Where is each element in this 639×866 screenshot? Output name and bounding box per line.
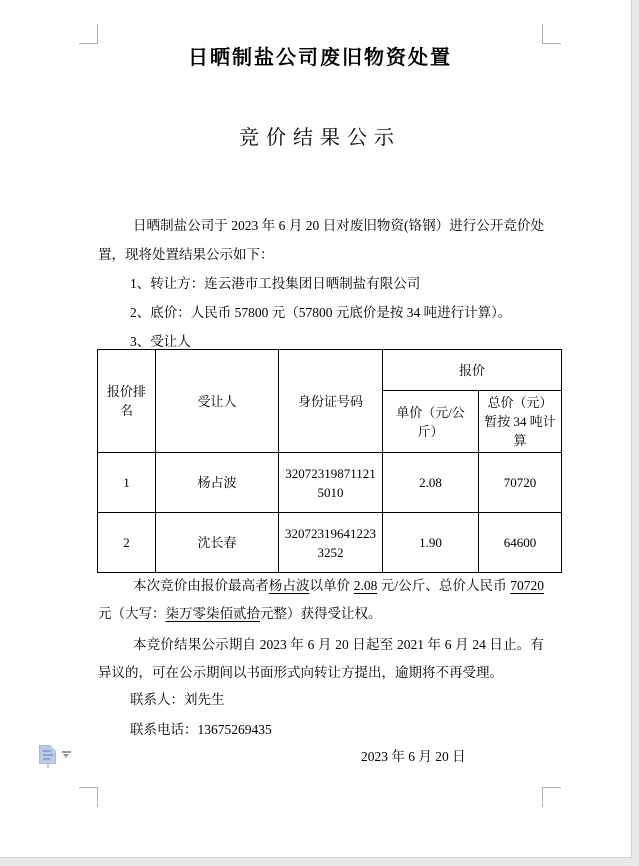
intro-paragraph: 日晒制盐公司于 2023 年 6 月 20 日对废旧物资(铬钢）进行公开竞价处置，现将处置结果公示如下： bbox=[98, 218, 544, 262]
intro-item-base-price: 2、底价：人民币 57800 元（57800 元底价是按 34 吨进行计算）。 bbox=[130, 305, 512, 320]
margin-cropmark-bottom-right bbox=[542, 787, 561, 807]
paste-options-icon bbox=[39, 745, 56, 764]
paste-options-button[interactable] bbox=[38, 744, 72, 770]
cell-id-number: 320723196412233252 bbox=[279, 513, 383, 573]
notice-paragraph: 本竞价结果公示期自 2023 年 6 月 20 日起至 2021 年 6 月 24 日止。有异议的，可在公示期间以书面形式向转让方提出，逾期将不再受理。 bbox=[98, 637, 544, 680]
cell-unit-price: 1.90 bbox=[383, 513, 479, 573]
bid-result-table bbox=[97, 349, 562, 573]
result-section bbox=[98, 572, 544, 628]
table-row bbox=[98, 453, 562, 513]
document-subtitle: 竞价结果公示 bbox=[239, 127, 401, 149]
contact-phone-line: 联系电话：13675269435 bbox=[130, 722, 272, 737]
table-row bbox=[98, 513, 562, 573]
col-header-id-number: 身份证号码 bbox=[279, 350, 383, 453]
cell-total-price: 70720 bbox=[479, 453, 562, 513]
margin-cropmark-top-left bbox=[79, 24, 98, 44]
margin-cropmark-top-right bbox=[542, 24, 561, 44]
notice-section bbox=[98, 631, 544, 687]
margin-cropmark-bottom-left bbox=[79, 787, 98, 807]
col-header-transferee: 受让人 bbox=[156, 350, 279, 453]
contact-person-line: 联系人：刘先生 bbox=[130, 692, 225, 707]
col-header-total-price: 总价（元）暂按 34 吨计算 bbox=[479, 391, 562, 453]
cell-total-price: 64600 bbox=[479, 513, 562, 573]
chevron-down-icon[interactable] bbox=[62, 751, 71, 759]
cell-id-number: 320723198711215010 bbox=[279, 453, 383, 513]
cell-rank: 2 bbox=[98, 513, 156, 573]
cell-name: 沈长春 bbox=[156, 513, 279, 573]
intro-item-transferor: 1、转让方：连云港市工投集团日晒制盐有限公司 bbox=[130, 276, 421, 291]
col-header-unit-price: 单价（元/公斤） bbox=[383, 391, 479, 453]
col-header-rank: 报价排名 bbox=[98, 350, 156, 453]
document-date: 2023 年 6 月 20 日 bbox=[361, 749, 466, 764]
intro-section bbox=[98, 211, 544, 356]
cell-name: 杨占波 bbox=[156, 453, 279, 513]
document-title: 日晒制盐公司废旧物资处置 bbox=[188, 47, 452, 69]
col-header-quote-group: 报价 bbox=[383, 350, 562, 391]
cell-unit-price: 2.08 bbox=[383, 453, 479, 513]
result-paragraph: 本次竞价由报价最高者杨占波以单价 2.08 元/公斤、总价人民币 70720 元（大写：柒万零柒佰贰拾元整）获得受让权。 bbox=[98, 578, 545, 621]
cell-rank: 1 bbox=[98, 453, 156, 513]
intro-item-transferee: 3、受让人 bbox=[130, 334, 191, 349]
